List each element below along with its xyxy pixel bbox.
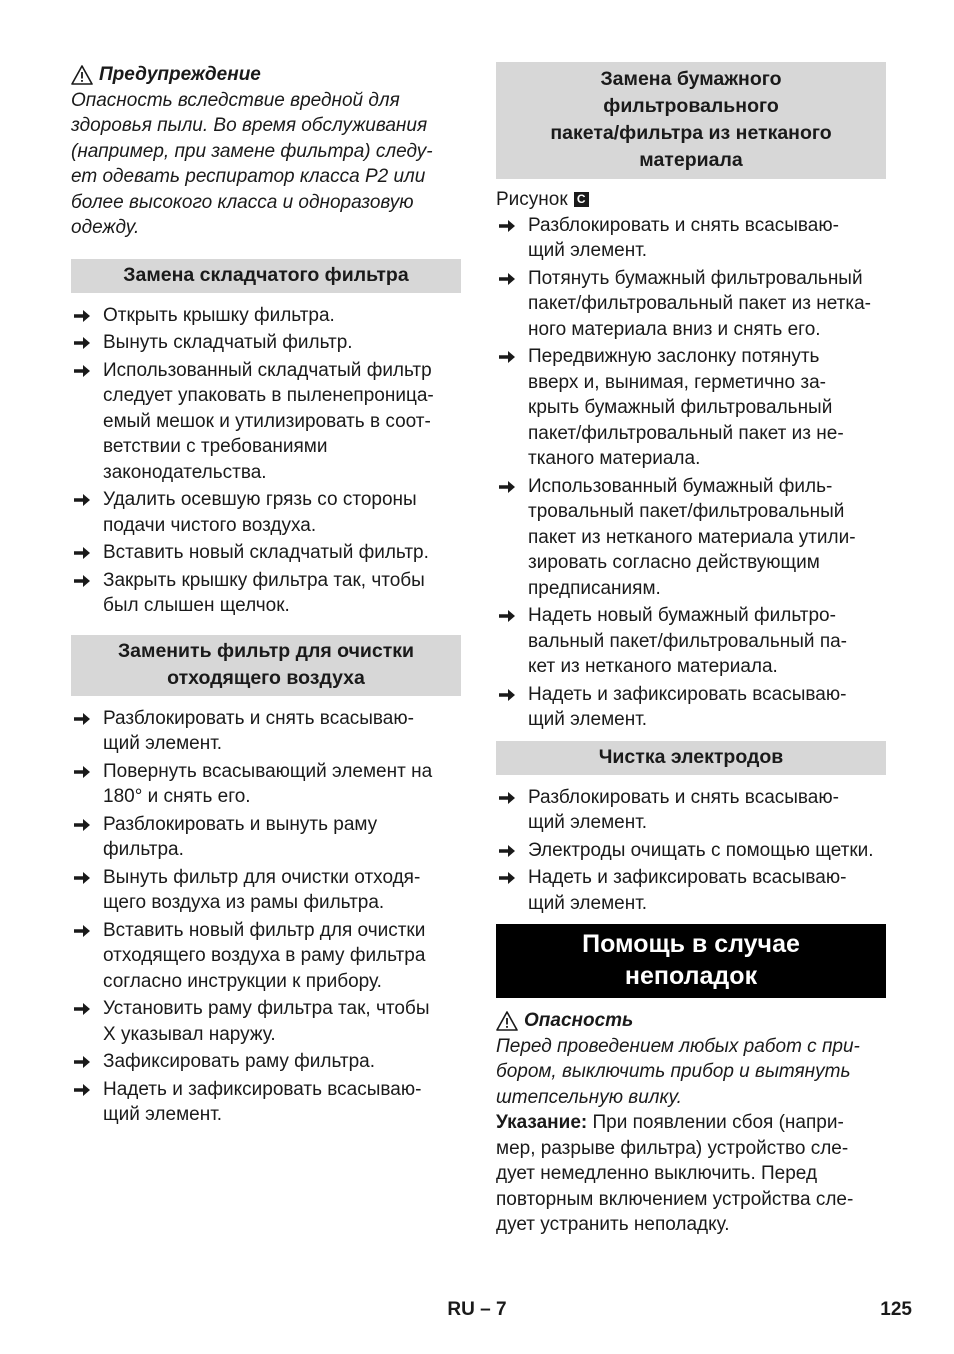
arrow-right-icon bbox=[73, 1054, 91, 1070]
step-text-line: щий элемент. bbox=[103, 733, 223, 754]
step-text-line: Надеть и зафиксировать всасываю- bbox=[528, 683, 847, 705]
arrow-right-icon bbox=[73, 308, 91, 324]
step-text-line: Надеть новый бумажный фильтро- bbox=[528, 605, 836, 626]
figure-label: Рисунок bbox=[496, 189, 568, 210]
step-item bbox=[71, 812, 461, 863]
step-item bbox=[71, 918, 461, 995]
step-text-line: Вынуть фильтр для очистки отходя- bbox=[103, 866, 421, 888]
step-item bbox=[71, 865, 461, 916]
arrow-right-icon bbox=[73, 573, 91, 589]
note-text: Указание: При появлении сбоя (напри- мер, разрыве фильтра) устройство сле- дует немедленно выключить. Перед повторным включением устройства сле- дует устранить неполадку. bbox=[496, 1112, 854, 1235]
steps-list-exhaust-filter bbox=[71, 706, 461, 1128]
arrow-right-icon bbox=[498, 271, 516, 287]
step-text-line: согласно инструкции к прибору. bbox=[103, 970, 382, 992]
step-item bbox=[71, 330, 461, 356]
chapter-heading-troubleshooting: Помощь в случае неполадок bbox=[496, 924, 886, 998]
step-item bbox=[71, 568, 461, 619]
step-item bbox=[496, 603, 886, 680]
arrow-right-icon bbox=[498, 218, 516, 234]
warning-text: Опасность вследствие вредной для здоровья пыли. Во время обслуживания (например, при замене фильтра) следу- ет одевать респиратор класса P2 или более высокого класса и одноразовую одежду. bbox=[71, 89, 433, 238]
arrow-right-icon bbox=[73, 817, 91, 833]
step-item bbox=[71, 303, 461, 329]
left-column bbox=[71, 62, 461, 1130]
step-text-line: Зафиксировать раму фильтра. bbox=[103, 1051, 376, 1072]
step-text-line: Разблокировать и снять всасываю- bbox=[528, 214, 839, 236]
step-text-line: емый мешок и утилизировать в соот- bbox=[103, 410, 431, 432]
step-text-line: Потянуть бумажный фильтровальный bbox=[528, 267, 863, 289]
arrow-right-icon bbox=[73, 870, 91, 886]
step-text-line: вверх и, вынимая, герметично за- bbox=[528, 371, 826, 393]
step-item bbox=[496, 344, 886, 472]
step-item bbox=[71, 1077, 461, 1128]
step-item bbox=[496, 213, 886, 264]
step-item bbox=[71, 1049, 461, 1075]
warning-triangle-icon bbox=[71, 65, 93, 85]
step-text-line: тровальный пакет/фильтровальный bbox=[528, 501, 845, 522]
section-heading-exhaust-filter: Заменить фильтр для очистки отходящего воздуха bbox=[71, 635, 461, 696]
step-text-line: Удалить осевшую грязь со стороны bbox=[103, 489, 417, 510]
arrow-right-icon bbox=[73, 764, 91, 780]
arrow-right-icon bbox=[73, 492, 91, 508]
step-text-line: Использованный бумажный филь- bbox=[528, 475, 833, 497]
step-item bbox=[496, 865, 886, 916]
section-heading-electrodes: Чистка электродов bbox=[496, 741, 886, 775]
step-text-line: Вставить новый фильтр для очистки bbox=[103, 919, 426, 941]
step-text-line: Открыть крышку фильтра. bbox=[103, 304, 335, 326]
step-text-line: предписаниям. bbox=[528, 577, 661, 599]
step-text-line: фильтра. bbox=[103, 839, 184, 860]
step-text-line: зировать согласно действующим bbox=[528, 552, 820, 573]
footer-section-marker: RU – 7 bbox=[447, 1299, 507, 1320]
step-text-line: Надеть и зафиксировать всасываю- bbox=[103, 1078, 422, 1100]
arrow-right-icon bbox=[498, 790, 516, 806]
step-text-line: кет из нетканого материала. bbox=[528, 656, 778, 677]
step-text-line: Разблокировать и вынуть раму bbox=[103, 813, 378, 835]
step-text-line: пакет из нетканого материала утили- bbox=[528, 526, 856, 548]
step-text-line: щий элемент. bbox=[528, 240, 648, 261]
step-item bbox=[71, 487, 461, 538]
step-text-line: Вставить новый складчатый фильтр. bbox=[103, 542, 429, 563]
step-text-line: Передвижную заслонку потянуть bbox=[528, 346, 820, 367]
step-item bbox=[496, 838, 886, 864]
note-label: Указание: bbox=[496, 1112, 588, 1133]
step-text-line: Повернуть всасывающий элемент на bbox=[103, 760, 433, 782]
step-item bbox=[71, 540, 461, 566]
right-column bbox=[496, 62, 886, 1238]
step-text-line: Электроды очищать с помощью щетки. bbox=[528, 839, 874, 861]
step-text-line: щий элемент. bbox=[528, 812, 648, 833]
step-text-line: 180° и снять его. bbox=[103, 786, 251, 807]
step-text-line: следует упаковать в пыленепроница- bbox=[103, 385, 434, 406]
steps-list-paper-filter-bag bbox=[496, 213, 886, 733]
step-text-line: законодательства. bbox=[103, 461, 267, 483]
step-text-line: был слышен щелчок. bbox=[103, 595, 290, 616]
arrow-right-icon bbox=[73, 711, 91, 727]
arrow-right-icon bbox=[73, 1082, 91, 1098]
step-text-line: X указывал наружу. bbox=[103, 1023, 276, 1045]
step-text-line: пакет/фильтровальный пакет из нетка- bbox=[528, 293, 872, 314]
step-text-line: тканого материала. bbox=[528, 448, 701, 469]
step-text-line: пакет/фильтровальный пакет из не- bbox=[528, 422, 844, 444]
step-text-line: Установить раму фильтра так, чтобы bbox=[103, 998, 430, 1019]
step-text-line: Использованный складчатый фильтр bbox=[103, 359, 432, 381]
arrow-right-icon bbox=[498, 870, 516, 886]
arrow-right-icon bbox=[73, 923, 91, 939]
step-text-line: щий элемент. bbox=[103, 1104, 223, 1125]
step-item bbox=[71, 706, 461, 757]
arrow-right-icon bbox=[73, 1001, 91, 1017]
arrow-right-icon bbox=[498, 687, 516, 703]
steps-list-pleated-filter bbox=[71, 303, 461, 619]
arrow-right-icon bbox=[498, 479, 516, 495]
step-item bbox=[71, 358, 461, 486]
step-text-line: Вынуть складчатый фильтр. bbox=[103, 332, 353, 353]
page-number: 125 bbox=[880, 1299, 912, 1320]
step-text-line: вальный пакет/фильтровальный па- bbox=[528, 630, 848, 652]
step-text-line: щего воздуха из рамы фильтра. bbox=[103, 892, 385, 913]
arrow-right-icon bbox=[73, 545, 91, 561]
arrow-right-icon bbox=[498, 349, 516, 365]
step-item bbox=[71, 996, 461, 1047]
step-text-line: щий элемент. bbox=[528, 892, 648, 914]
step-text-line: ного материала вниз и снять его. bbox=[528, 318, 821, 340]
warning-triangle-icon bbox=[496, 1011, 518, 1031]
step-text-line: Закрыть крышку фильтра так, чтобы bbox=[103, 569, 425, 591]
warning-title: Предупреждение bbox=[99, 64, 261, 85]
arrow-right-icon bbox=[73, 335, 91, 351]
step-item bbox=[496, 785, 886, 836]
arrow-right-icon bbox=[73, 363, 91, 379]
step-text-line: отходящего воздуха в раму фильтра bbox=[103, 945, 426, 966]
danger-text: Перед проведением любых работ с при- бором, выключить прибор и вытянуть штепсельную вилку. bbox=[496, 1035, 860, 1108]
step-item bbox=[496, 682, 886, 733]
warning-heading bbox=[71, 62, 461, 88]
step-text-line: Разблокировать и снять всасываю- bbox=[528, 786, 839, 808]
steps-list-electrodes bbox=[496, 785, 886, 917]
figure-c-badge: C bbox=[574, 192, 589, 207]
step-item bbox=[71, 759, 461, 810]
arrow-right-icon bbox=[498, 843, 516, 859]
section-heading-pleated-filter: Замена складчатого фильтра bbox=[71, 259, 461, 293]
figure-reference bbox=[496, 187, 886, 213]
danger-heading bbox=[496, 1008, 886, 1034]
section-heading-paper-filter-bag: Замена бумажного фильтровального пакета/фильтра из нетканого материала bbox=[496, 62, 886, 179]
step-item bbox=[496, 266, 886, 343]
arrow-right-icon bbox=[498, 608, 516, 624]
danger-title: Опасность bbox=[524, 1010, 634, 1031]
step-text-line: Разблокировать и снять всасываю- bbox=[103, 707, 414, 729]
step-text-line: подачи чистого воздуха. bbox=[103, 514, 317, 536]
step-text-line: Надеть и зафиксировать всасываю- bbox=[528, 867, 847, 888]
step-text-line: крыть бумажный фильтровальный bbox=[528, 397, 833, 418]
step-text-line: ветствии с требованиями bbox=[103, 436, 328, 457]
step-text-line: щий элемент. bbox=[528, 709, 648, 730]
step-item bbox=[496, 474, 886, 602]
